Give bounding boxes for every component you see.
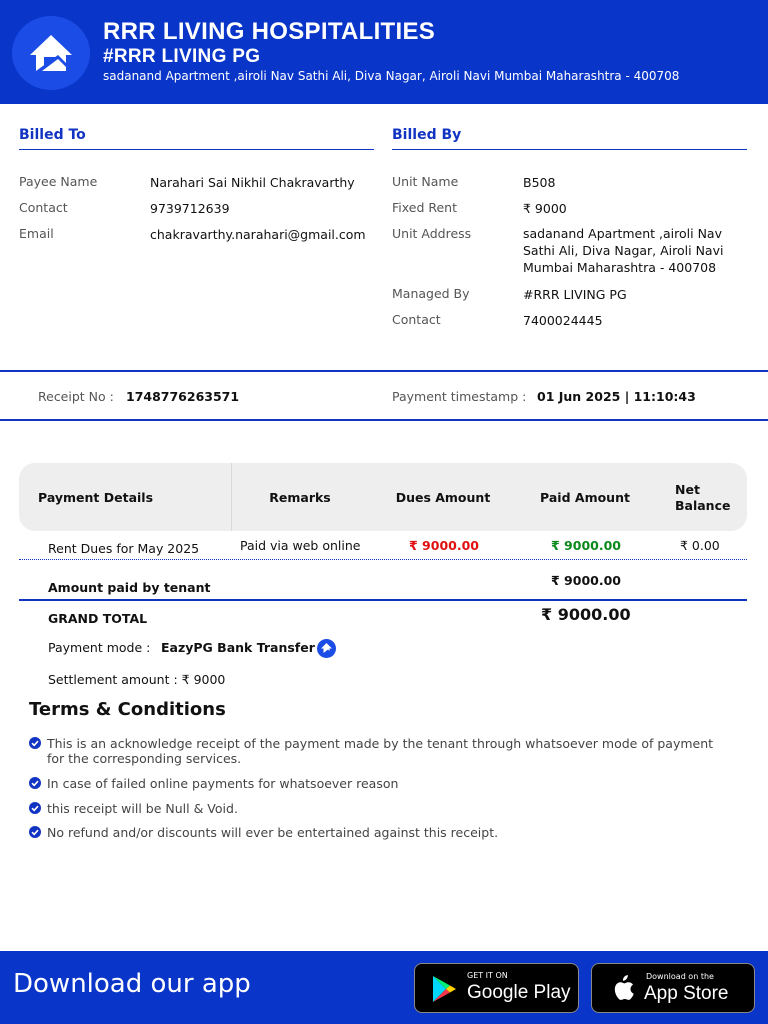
row-divider (19, 559, 747, 560)
timestamp-label: Payment timestamp : (392, 389, 527, 404)
owner-contact-value: 7400024445 (523, 313, 603, 328)
col-net-label-2: Balance (675, 498, 731, 513)
grand-total-label: GRAND TOTAL (48, 611, 148, 626)
payee-contact-label: Contact (19, 200, 68, 215)
download-app-text: Download our app (13, 969, 251, 999)
check-circle-icon (29, 777, 41, 789)
unit-name-value: B508 (523, 175, 556, 190)
settlement-amount: Settlement amount : ₹ 9000 (48, 672, 226, 687)
timestamp-value: 01 Jun 2025 | 11:10:43 (537, 389, 696, 404)
payee-email-label: Email (19, 226, 54, 241)
unit-name-label: Unit Name (392, 174, 459, 189)
app-store-label: App Store (644, 983, 729, 1004)
unit-address-label: Unit Address (392, 226, 472, 241)
terms-heading: Terms & Conditions (29, 699, 226, 720)
app-store-button[interactable] (591, 963, 755, 1013)
pg-name: #RRR LIVING PG (103, 46, 261, 67)
billed-by-heading: Billed By (392, 127, 747, 150)
row-dues-amount: ₹ 9000.00 (409, 538, 479, 553)
company-address: sadanand Apartment ,airoli Nav Sathi Ali, Diva Nagar, Airoli Navi Mumbai Maharashtra - 400708 (103, 69, 680, 83)
row-paid-amount: ₹ 9000.00 (551, 538, 621, 553)
col-net-label-1: Net (675, 482, 700, 497)
term-text: this receipt will be Null & Void. (47, 801, 238, 816)
google-play-icon (431, 975, 457, 1003)
col-dues-amount: Dues Amount (395, 490, 491, 505)
amount-paid-value: ₹ 9000.00 (551, 573, 621, 588)
owner-contact-label: Contact (392, 312, 441, 327)
row-remarks: Paid via web online (240, 538, 361, 553)
company-name: RRR LIVING HOSPITALITIES (103, 18, 436, 45)
payment-mode-value: EazyPG Bank Transfer (161, 640, 315, 655)
term-item (29, 825, 729, 840)
row-payment-details: Rent Dues for May 2025 (48, 541, 200, 556)
payee-contact-value: 9739712639 (150, 201, 230, 216)
google-play-label: Google Play (467, 982, 571, 1003)
billed-to-heading: Billed To (19, 127, 374, 150)
payee-email-value: chakravarthy.narahari@gmail.com (150, 227, 366, 242)
eazypg-logo-icon (317, 639, 336, 658)
col-remarks: Remarks (269, 490, 331, 505)
payment-mode-label: Payment mode : (48, 640, 151, 655)
row-net-balance: ₹ 0.00 (680, 538, 720, 553)
term-text: This is an acknowledge receipt of the payment made by the tenant through whatsoever mode of payment for the corresponding services. (47, 736, 714, 766)
total-divider (19, 599, 747, 601)
receipt-no-value: 1748776263571 (126, 389, 240, 404)
divider-bottom (0, 419, 768, 421)
managed-by-label: Managed By (392, 286, 470, 301)
term-item (29, 801, 729, 816)
managed-by-value: #RRR LIVING PG (523, 287, 627, 302)
term-item (29, 736, 729, 766)
fixed-rent-value: ₹ 9000 (523, 201, 567, 216)
receipt-no-label: Receipt No : (38, 389, 114, 404)
fixed-rent-label: Fixed Rent (392, 200, 458, 215)
amount-paid-label: Amount paid by tenant (48, 580, 211, 595)
col-payment-details: Payment Details (38, 490, 154, 505)
payee-name-value: Narahari Sai Nikhil Chakravarthy (150, 175, 355, 190)
check-circle-icon (29, 826, 41, 838)
payee-name-label: Payee Name (19, 174, 98, 189)
divider-top (0, 370, 768, 372)
header-separator (231, 463, 232, 531)
term-text: No refund and/or discounts will ever be entertained against this receipt. (47, 825, 499, 840)
check-circle-icon (29, 737, 41, 749)
term-text: In case of failed online payments for whatsoever reason (47, 776, 399, 791)
grand-total-value: ₹ 9000.00 (541, 605, 631, 624)
google-play-button[interactable] (414, 963, 579, 1013)
check-circle-icon (29, 802, 41, 814)
apple-icon (610, 974, 634, 1002)
term-item (29, 776, 729, 791)
receipt-header (0, 0, 768, 104)
unit-address-value: sadanand Apartment ,airoli Nav Sathi Ali, Diva Nagar, Airoli Navi Mumbai Maharashtra - 400708 (523, 226, 724, 275)
google-play-small-text: GET IT ON (467, 971, 508, 980)
company-logo-icon (12, 16, 90, 90)
col-paid-amount: Paid Amount (540, 490, 630, 505)
app-store-small-text: Download on the (646, 972, 714, 981)
